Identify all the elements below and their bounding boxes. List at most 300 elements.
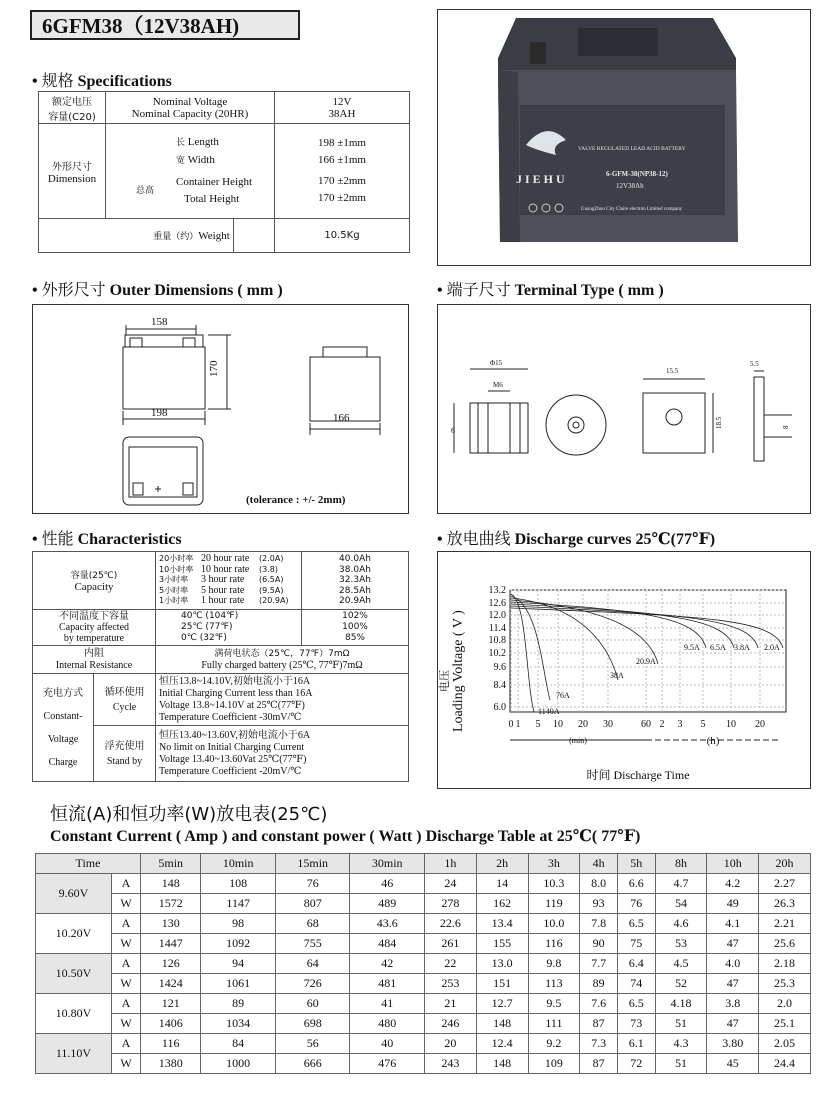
cap-row-current: (9.5A) [259, 585, 284, 595]
cap-label [33, 552, 156, 610]
table-cell: 261 [425, 934, 477, 954]
ir-label: 内阻 Internal Resistance [33, 646, 156, 674]
table-cell: 119 [528, 894, 580, 914]
table-cell: 1147 [201, 894, 276, 914]
spec-r1-zh: 额定电压 容量(C20) [39, 92, 106, 124]
table-header-cell: 3h [528, 854, 580, 874]
table-cell: 8.0 [580, 874, 618, 894]
terminal-frame [437, 304, 811, 514]
table-cell: 726 [275, 974, 350, 994]
temp-rows [156, 610, 302, 646]
table-cell: 52 [655, 974, 707, 994]
table-header-cell: Time [36, 854, 141, 874]
charge-label: 充电方式 Constant- Voltage Charge [33, 674, 94, 782]
spec-tot-zh: 总高 [136, 185, 155, 196]
table-header-cell: 30min [350, 854, 425, 874]
tolerance-note: (tolerance : +/- 2mm) [246, 494, 346, 506]
table-cell: 47 [707, 1014, 759, 1034]
table-cell: 1424 [141, 974, 201, 994]
x-unit-h: (h) [706, 735, 720, 747]
table-cell: 25.6 [759, 934, 811, 954]
table-cell: 3.80 [707, 1034, 759, 1054]
dim-5-5: 5.5 [750, 360, 759, 368]
voltage-cell: 10.50V [36, 954, 112, 994]
spec-len-val: 198 ±1mm [318, 137, 366, 149]
spec-heading-en: Specifications [77, 73, 172, 90]
table-cell: 253 [425, 974, 477, 994]
voltage-cell: 9.60V [36, 874, 112, 914]
table-cell: 6.5 [617, 994, 655, 1014]
unit-cell: W [112, 1014, 141, 1034]
cycle-label: 循环使用 Cycle [94, 674, 156, 726]
outer-heading: • 外形尺寸 Outer Dimensions ( mm ) [32, 280, 283, 299]
curve-label: 1140A [538, 707, 560, 716]
table-cell: 25.3 [759, 974, 811, 994]
unit-cell: W [112, 894, 141, 914]
table-cell: 1061 [201, 974, 276, 994]
spec-len-zh: 长 [176, 138, 186, 148]
table-cell: 1034 [201, 1014, 276, 1034]
table-cell: 480 [350, 1014, 425, 1034]
table-cell: 6.1 [617, 1034, 655, 1054]
table-cell: 46 [350, 874, 425, 894]
x-tick-label: 60 [641, 719, 651, 730]
table-cell: 489 [350, 894, 425, 914]
table-row [36, 894, 811, 914]
table-cell: 148 [476, 1014, 528, 1034]
table-cell: 4.0 [707, 954, 759, 974]
table-cell: 246 [425, 1014, 477, 1034]
table-cell: 481 [350, 974, 425, 994]
standby-label: 浮充使用 Stand by [94, 726, 156, 782]
outer-dim-frame [32, 304, 409, 514]
table-row [36, 914, 811, 934]
table-cell: 7.3 [580, 1034, 618, 1054]
table-cell: 162 [476, 894, 528, 914]
table-cell: 2.0 [759, 994, 811, 1014]
table-cell: 4.3 [655, 1034, 707, 1054]
cap-row-value: 28.5Ah [339, 585, 371, 596]
terminal-heading-zh: 端子尺寸 [446, 280, 511, 299]
unit-cell: A [112, 994, 141, 1014]
voltage-cell: 10.80V [36, 994, 112, 1034]
curve-label: 9.5A [684, 643, 700, 652]
table-cell: 1447 [141, 934, 201, 954]
table-cell: 42 [350, 954, 425, 974]
char-heading-en: Characteristics [77, 531, 182, 548]
temp-row-value: 85% [344, 633, 365, 643]
x-unit-min: (min) [569, 736, 587, 745]
table-cell: 151 [476, 974, 528, 994]
table-cell: 3.8 [707, 994, 759, 1014]
table-cell: 2.21 [759, 914, 811, 934]
spec-th-val: 170 ±2mm [318, 192, 366, 204]
table-cell: 54 [655, 894, 707, 914]
table-cell: 113 [528, 974, 580, 994]
table-row [36, 1014, 811, 1034]
spec-heading: • 规格 Specifications [32, 71, 172, 90]
table-cell: 89 [201, 994, 276, 1014]
voltage-cell: 11.10V [36, 1034, 112, 1074]
table-cell: 9.8 [528, 954, 580, 974]
x-tick-label: 0 [508, 719, 514, 730]
x-tick-label: 2 [659, 719, 665, 730]
table-cell: 47 [707, 934, 759, 954]
table-cell: 24.4 [759, 1054, 811, 1074]
standby-text: 恒压13.40~13.60V,初始电流小于6A No limit on Initial Charging Current Voltage 13.40~13.60Vat 25℃(77℉) Temperature Coefficient -20mV/℃ [156, 726, 409, 782]
y-tick-label: 12.6 [488, 598, 506, 609]
table-heading-en: Constant Current ( Amp ) and constant power ( Watt ) Discharge Table at 25℃( 77℉) [50, 828, 641, 845]
curve-heading: • 放电曲线 Discharge curves 25℃(77℉) [437, 529, 716, 548]
battery-label-line1: VALVE REGULATED LEAD ACID BATTERY [578, 146, 686, 152]
discharge-curve-chart [438, 552, 810, 788]
dim-8: 8 [782, 425, 790, 429]
char-heading: • 性能 Characteristics [32, 529, 182, 548]
cap-row-current: (20.9A) [259, 596, 289, 606]
cap-rows [156, 552, 302, 610]
product-title: 6GFM38（12V38AH) [30, 10, 300, 40]
table-cell: 75 [617, 934, 655, 954]
spec-wt-label [39, 219, 234, 253]
table-cell: 94 [201, 954, 276, 974]
cap-row-en: 5 hour rate [201, 584, 245, 596]
table-cell: 4.6 [655, 914, 707, 934]
char-heading-zh: 性能 [41, 529, 74, 548]
table-cell: 90 [580, 934, 618, 954]
cap-row-value: 38.0Ah [339, 564, 371, 575]
table-header-cell: 10min [201, 854, 276, 874]
table-cell: 45 [707, 1054, 759, 1074]
cap-row-en: 10 hour rate [201, 563, 250, 575]
table-cell: 155 [476, 934, 528, 954]
x-tick-label: 10 [726, 719, 736, 730]
unit-cell: A [112, 954, 141, 974]
table-cell: 40 [350, 1034, 425, 1054]
cap-row-current: (3.8) [259, 564, 278, 574]
outer-heading-en: Outer Dimensions ( mm ) [109, 282, 283, 299]
dim-158: 158 [151, 316, 168, 328]
table-cell: 72 [617, 1054, 655, 1074]
table-cell: 22.6 [425, 914, 477, 934]
y-tick-label: 9.6 [493, 662, 506, 673]
discharge-curve [511, 596, 550, 700]
table-cell: 1092 [201, 934, 276, 954]
y-tick-label: 11.4 [488, 623, 506, 634]
battery-rating: 12V38Ah [616, 182, 644, 190]
y-axis-label: Loading Voltage ( V ) [451, 610, 466, 732]
cap-row-en: 1 hour rate [201, 595, 245, 607]
unit-cell: W [112, 974, 141, 994]
curve-label: 20.9A [636, 657, 656, 666]
spec-wid-en: Width [187, 154, 215, 166]
table-cell: 6.6 [617, 874, 655, 894]
cap-row-value: 32.3Ah [339, 575, 371, 586]
voltage-cell: 10.20V [36, 914, 112, 954]
unit-cell: A [112, 914, 141, 934]
curve-label: 76A [556, 691, 570, 700]
table-cell: 484 [350, 934, 425, 954]
table-cell: 1380 [141, 1054, 201, 1074]
y-tick-label: 6.0 [493, 702, 506, 713]
ir-value-zh: 满荷电状态（25℃，77℉）7mΩ [214, 648, 350, 659]
spec-heading-zh: 规格 [41, 71, 74, 90]
discharge-curve [511, 606, 758, 648]
y-tick-label: 10.2 [488, 648, 506, 659]
table-cell: 243 [425, 1054, 477, 1074]
table-cell: 116 [528, 934, 580, 954]
table-cell: 116 [141, 1034, 201, 1054]
curve-label: 3.8A [734, 643, 750, 652]
table-cell: 51 [655, 1014, 707, 1034]
temp-row-2: 0℃ (32℉) [181, 633, 227, 643]
battery-brand: JIEHU [516, 172, 568, 186]
table-cell: 4.5 [655, 954, 707, 974]
cap-row-value: 40.0Ah [339, 554, 371, 565]
table-cell: 1572 [141, 894, 201, 914]
dim-18-5: 18.5 [715, 416, 723, 429]
curve-heading-zh: 放电曲线 [446, 529, 511, 548]
table-cell: 53 [655, 934, 707, 954]
table-cell: 76 [275, 874, 350, 894]
table-cell: 41 [350, 994, 425, 1014]
ir-value [156, 646, 409, 674]
table-header-cell: 20h [759, 854, 811, 874]
table-cell: 13.4 [476, 914, 528, 934]
cap-row-4 [159, 596, 298, 607]
x-axis-label: 时间 Discharge Time [586, 768, 690, 782]
table-cell: 807 [275, 894, 350, 914]
table-row [36, 874, 811, 894]
table-cell: 24 [425, 874, 477, 894]
spec-ch-val: 170 ±2mm [318, 175, 366, 187]
dim-198: 198 [151, 407, 168, 419]
x-tick-label: 1 [515, 719, 521, 730]
table-cell: 25.1 [759, 1014, 811, 1034]
table-row [36, 1054, 811, 1074]
table-cell: 2.18 [759, 954, 811, 974]
temp-row-value: 102% [342, 611, 368, 621]
table-cell: 4.2 [707, 874, 759, 894]
table-cell: 14 [476, 874, 528, 894]
cap-row-zh: 20小时率 [159, 554, 194, 564]
table-cell: 87 [580, 1014, 618, 1034]
table-cell: 7.7 [580, 954, 618, 974]
table-cell: 60 [275, 994, 350, 1014]
terminal-heading-en: Terminal Type ( mm ) [514, 282, 664, 299]
table-cell: 13.0 [476, 954, 528, 974]
table-row [36, 974, 811, 994]
discharge-curve [511, 604, 734, 648]
table-cell: 109 [528, 1054, 580, 1074]
table-header-cell: 15min [275, 854, 350, 874]
table-cell: 2.05 [759, 1034, 811, 1054]
curve-frame [437, 551, 811, 789]
table-cell: 51 [655, 1054, 707, 1074]
x-tick-label: 30 [603, 719, 613, 730]
spec-wt-zh: 重量（约） [153, 232, 199, 242]
x-tick-label: 10 [553, 719, 563, 730]
table-cell: 10.0 [528, 914, 580, 934]
cap-row-en: 20 hour rate [201, 553, 250, 565]
table-cell: 4.18 [655, 994, 707, 1014]
y-tick-label: 12.0 [488, 610, 506, 621]
unit-cell: W [112, 934, 141, 954]
char-table [32, 551, 409, 782]
temp-values [302, 610, 409, 646]
table-cell: 108 [201, 874, 276, 894]
table-cell: 84 [201, 1034, 276, 1054]
table-header-cell: 5h [617, 854, 655, 874]
table-cell: 121 [141, 994, 201, 1014]
table-header-cell: 10h [707, 854, 759, 874]
x-tick-label: 20 [578, 719, 588, 730]
table-cell: 12.7 [476, 994, 528, 1014]
table-header-cell: 5min [141, 854, 201, 874]
battery-model: 6-GFM-38(NP38-12) [606, 170, 668, 178]
table-cell: 7.8 [580, 914, 618, 934]
cap-row-value: 20.9Ah [339, 596, 371, 607]
table-cell: 1000 [201, 1054, 276, 1074]
table-cell: 278 [425, 894, 477, 914]
spec-table [38, 91, 410, 253]
table-cell: 64 [275, 954, 350, 974]
terminal-drawing [438, 305, 810, 513]
table-cell: 87 [580, 1054, 618, 1074]
table-cell: 74 [617, 974, 655, 994]
spec-th-en: Total Height [184, 193, 240, 205]
table-cell: 10.3 [528, 874, 580, 894]
table-cell: 49 [707, 894, 759, 914]
table-cell: 89 [580, 974, 618, 994]
table-cell: 6.4 [617, 954, 655, 974]
table-cell: 43.6 [350, 914, 425, 934]
table-cell: 666 [275, 1054, 350, 1074]
spec-dim-en: Dimension [47, 172, 97, 185]
table-row [36, 1034, 811, 1054]
battery-photo [438, 10, 810, 265]
dim-15-5: 15.5 [666, 367, 679, 375]
x-tick-label: 5 [535, 719, 541, 730]
table-header-cell: 2h [476, 854, 528, 874]
dim-170: 170 [208, 360, 220, 377]
ir-value-en: Fully charged battery (25℃, 77℉)7mΩ [201, 659, 363, 671]
table-heading-zh: 恒流(A)和恒功率(W)放电表(25℃) [50, 804, 328, 825]
terminal-heading: • 端子尺寸 Terminal Type ( mm ) [437, 280, 664, 299]
table-cell: 68 [275, 914, 350, 934]
unit-cell: A [112, 874, 141, 894]
table-cell: 56 [275, 1034, 350, 1054]
discharge-table [35, 853, 811, 1074]
spec-wt-val: 10.5Kg [275, 219, 410, 253]
y-tick-label: 10.8 [488, 635, 506, 646]
outer-heading-zh: 外形尺寸 [41, 280, 106, 299]
x-tick-label: 3 [677, 719, 683, 730]
temp-row-1: 25℃ (77℉) [181, 622, 233, 632]
spec-len-en: Length [187, 136, 219, 148]
spec-dim-values [275, 124, 410, 219]
table-cell: 98 [201, 914, 276, 934]
y-axis-label-zh: 电压 [439, 670, 451, 692]
spec-r1-en: Nominal Voltage Nominal Capacity (20HR) [106, 92, 275, 124]
dim-166: 166 [333, 412, 350, 424]
table-cell: 73 [617, 1014, 655, 1034]
cap-values [302, 552, 409, 610]
table-cell: 126 [141, 954, 201, 974]
y-tick-label: 8.4 [493, 680, 506, 691]
table-cell: 755 [275, 934, 350, 954]
y-tick-label: 13.2 [488, 585, 506, 596]
table-row [36, 994, 811, 1014]
cycle-text: 恒压13.8~14.10V,初始电流小于16A Initial Charging Current less than 16A Voltage 13.8~14.10V at 25℃(77℉) Temperature Coefficient -30mV/℃ [156, 674, 409, 726]
table-cell: 111 [528, 1014, 580, 1034]
table-cell: 2.27 [759, 874, 811, 894]
spec-dim-label [39, 124, 106, 219]
table-cell: 47 [707, 974, 759, 994]
table-cell: 21 [425, 994, 477, 1014]
table-cell: 9.2 [528, 1034, 580, 1054]
table-cell: 1406 [141, 1014, 201, 1034]
cap-row-zh: 1小时率 [159, 596, 189, 606]
spec-ch-en: Container Height [176, 176, 253, 188]
unit-cell: A [112, 1034, 141, 1054]
dim-phi15: Φ15 [490, 359, 503, 367]
unit-cell: W [112, 1054, 141, 1074]
temp-label: 不同温度下容量 Capacity affected by temperature [33, 610, 156, 646]
cap-row-zh: 10小时率 [159, 564, 194, 574]
curve-label: 2.0A [764, 643, 780, 652]
table-cell: 130 [141, 914, 201, 934]
table-cell: 76 [617, 894, 655, 914]
spec-wid-val: 166 ±1mm [318, 154, 366, 166]
table-cell: 26.3 [759, 894, 811, 914]
table-cell: 7.6 [580, 994, 618, 1014]
table-cell: 22 [425, 954, 477, 974]
table-cell: 4.1 [707, 914, 759, 934]
spec-r1-val: 12V 38AH [275, 92, 410, 124]
table-cell: 12.4 [476, 1034, 528, 1054]
cap-label-zh: 容量(25℃) [70, 571, 118, 581]
outer-dim-drawing [33, 305, 408, 513]
table-cell: 148 [141, 874, 201, 894]
table-cell: 476 [350, 1054, 425, 1074]
cap-row-current: (6.5A) [259, 575, 284, 585]
cap-row-current: (2.0A) [259, 554, 284, 564]
cap-label-en: Capacity [74, 581, 114, 593]
curve-label: 6.5A [710, 643, 726, 652]
cap-row-zh: 3小时率 [159, 575, 189, 585]
table-row [36, 934, 811, 954]
table-cell: 4.7 [655, 874, 707, 894]
table-cell: 698 [275, 1014, 350, 1034]
table-header-cell: 8h [655, 854, 707, 874]
table-cell: 9.5 [528, 994, 580, 1014]
temp-row-0: 40℃ (104℉) [181, 611, 239, 621]
table-cell: 93 [580, 894, 618, 914]
table-cell: 20 [425, 1034, 477, 1054]
table-header-cell: 4h [580, 854, 618, 874]
dim-m6: M6 [493, 381, 503, 389]
table-cell: 6.5 [617, 914, 655, 934]
spec-dim-items [106, 124, 275, 219]
temp-row-value: 100% [342, 622, 368, 632]
cap-row-en: 3 hour rate [201, 574, 245, 586]
curve-heading-en: Discharge curves 25℃(77℉) [514, 531, 716, 548]
x-tick-label: 20 [755, 719, 765, 730]
spec-dim-zh: 外形尺寸 [52, 161, 92, 173]
spec-wid-zh: 宽 [176, 156, 186, 166]
table-cell: 148 [476, 1054, 528, 1074]
spec-wt-en: Weight [198, 230, 230, 242]
